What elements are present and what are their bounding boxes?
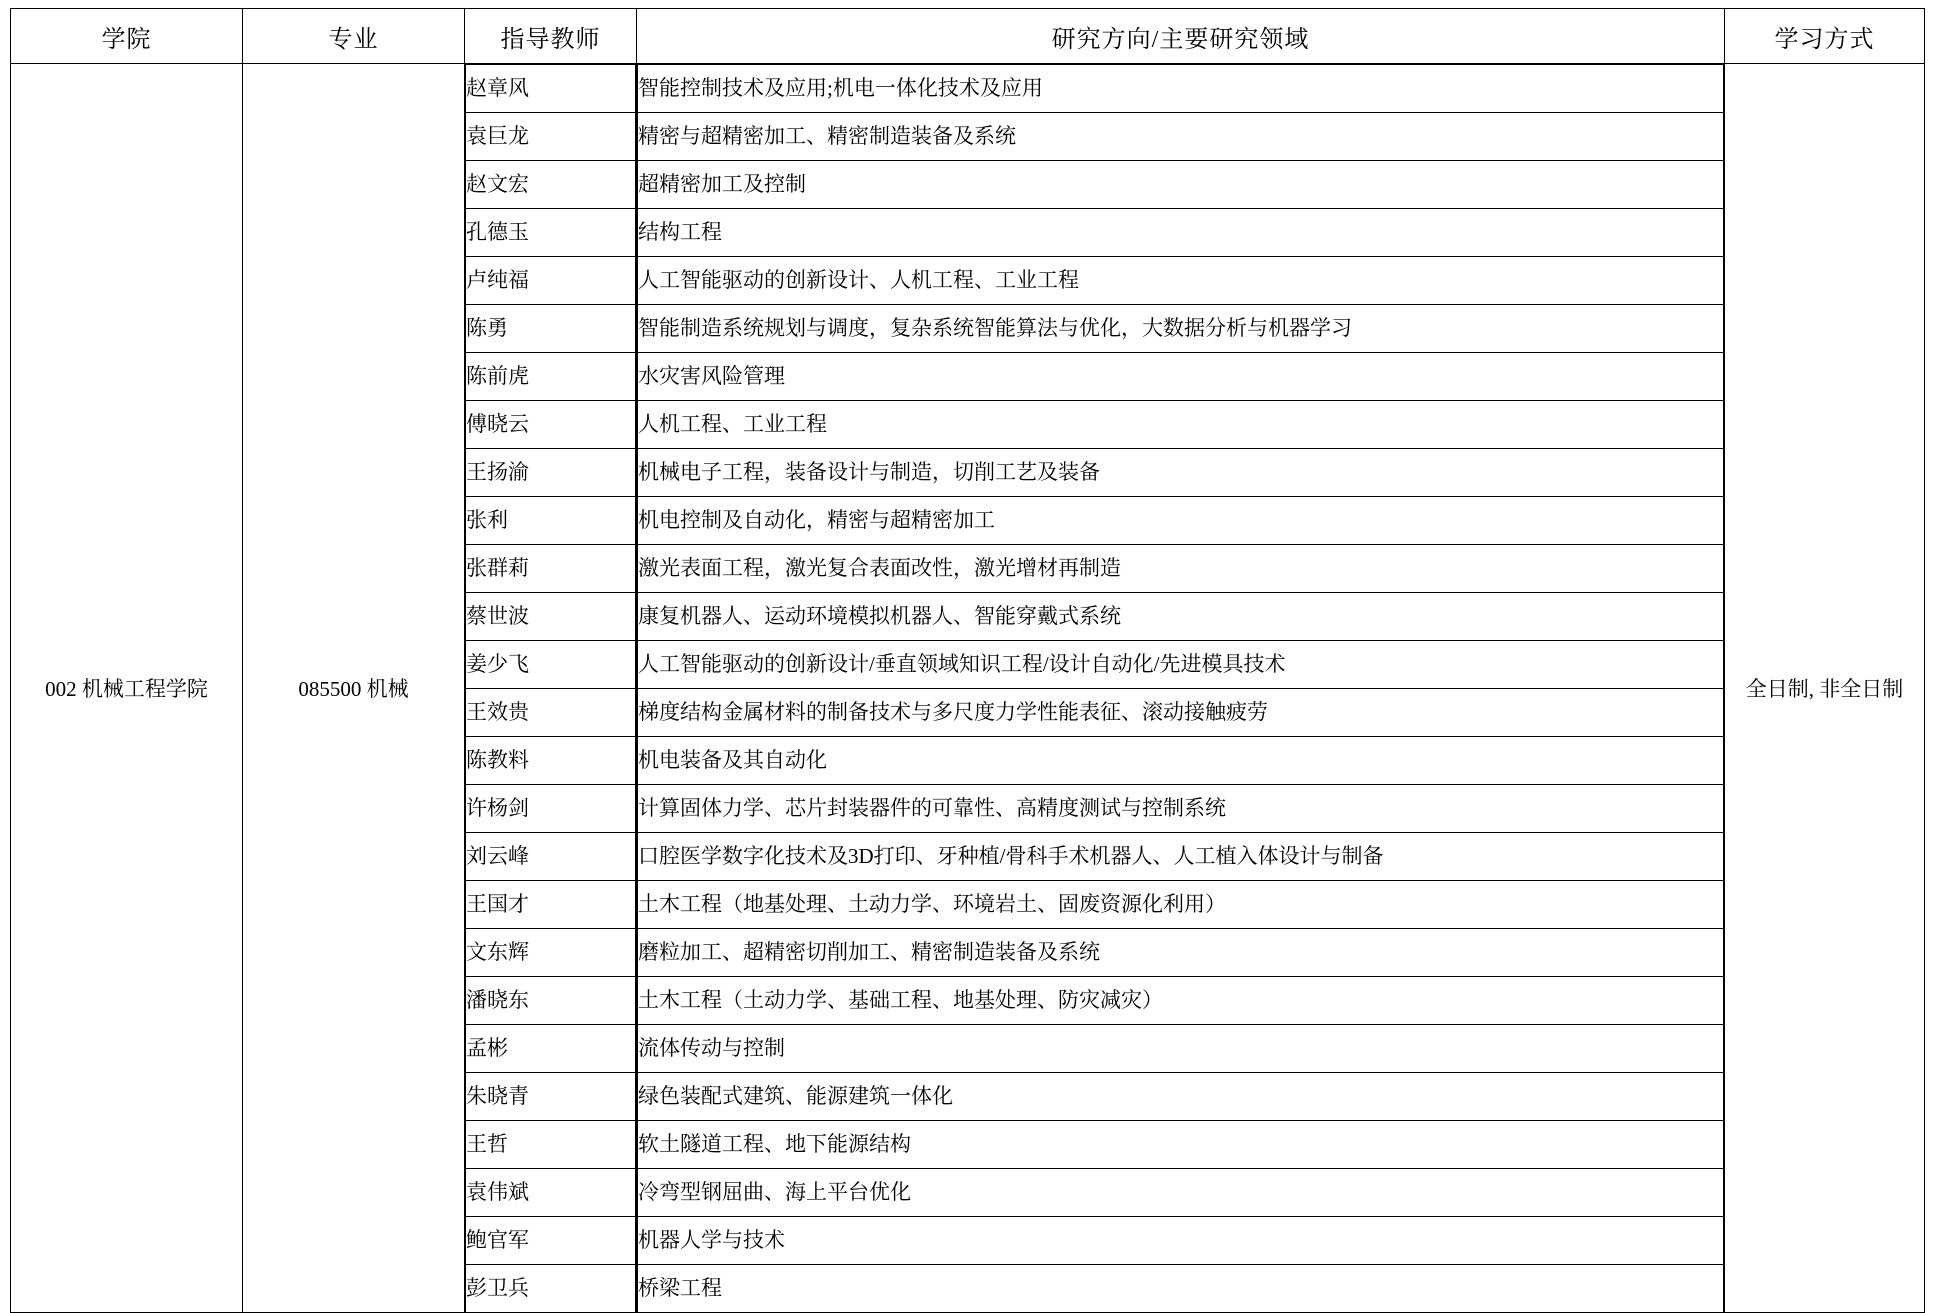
- teacher-name: 袁伟斌: [466, 1169, 636, 1217]
- teacher-row: [466, 257, 636, 305]
- cell-teacher-list: [465, 64, 637, 1313]
- teacher-row: [466, 641, 636, 689]
- teacher-row: [466, 1217, 636, 1265]
- cell-study-mode: 全日制, 非全日制: [1725, 64, 1925, 1313]
- research-field-row: [638, 209, 1724, 257]
- advisor-research-table: [10, 8, 1925, 1313]
- header-study-mode: 学习方式: [1725, 9, 1925, 64]
- teacher-name: 潘晓东: [466, 977, 636, 1025]
- teacher-row: [466, 401, 636, 449]
- research-field-text: 人工智能驱动的创新设计、人机工程、工业工程: [638, 257, 1724, 305]
- teacher-row: [466, 689, 636, 737]
- research-field-text: 土木工程（地基处理、土动力学、环境岩土、固废资源化利用）: [638, 881, 1724, 929]
- teacher-name: 文东辉: [466, 929, 636, 977]
- teacher-row: [466, 305, 636, 353]
- research-field-text: 机器人学与技术: [638, 1217, 1724, 1265]
- teacher-name: 孟彬: [466, 1025, 636, 1073]
- research-field-row: [638, 1121, 1724, 1169]
- research-field-row: [638, 65, 1724, 113]
- teacher-name: 赵章风: [466, 65, 636, 113]
- teacher-name: 赵文宏: [466, 161, 636, 209]
- teacher-row: [466, 545, 636, 593]
- teacher-name: 姜少飞: [466, 641, 636, 689]
- teacher-name: 王扬渝: [466, 449, 636, 497]
- research-field-text: 计算固体力学、芯片封装器件的可靠性、高精度测试与控制系统: [638, 785, 1724, 833]
- cell-field-list: [637, 64, 1725, 1313]
- teacher-row: [466, 929, 636, 977]
- teacher-name: 彭卫兵: [466, 1265, 636, 1313]
- research-field-text: 流体传动与控制: [638, 1025, 1724, 1073]
- research-field-row: [638, 353, 1724, 401]
- teacher-name: 陈前虎: [466, 353, 636, 401]
- research-field-text: 人工智能驱动的创新设计/垂直领域知识工程/设计自动化/先进模具技术: [638, 641, 1724, 689]
- header-row: [11, 9, 1925, 64]
- research-field-row: [638, 1169, 1724, 1217]
- research-field-row: [638, 929, 1724, 977]
- teacher-name: 朱晓青: [466, 1073, 636, 1121]
- table-row: [11, 64, 1925, 1313]
- teacher-list: [465, 64, 636, 1312]
- research-field-text: 磨粒加工、超精密切削加工、精密制造装备及系统: [638, 929, 1724, 977]
- teacher-row: [466, 113, 636, 161]
- teacher-row: [466, 1025, 636, 1073]
- teacher-row: [466, 209, 636, 257]
- teacher-row: [466, 497, 636, 545]
- header-college: 学院: [11, 9, 243, 64]
- teacher-row: [466, 977, 636, 1025]
- research-field-row: [638, 161, 1724, 209]
- research-field-row: [638, 257, 1724, 305]
- research-field-row: [638, 1025, 1724, 1073]
- research-field-row: [638, 1265, 1724, 1313]
- research-field-text: 土木工程（土动力学、基础工程、地基处理、防灾减灾）: [638, 977, 1724, 1025]
- research-field-row: [638, 401, 1724, 449]
- research-field-row: [638, 305, 1724, 353]
- research-field-text: 桥梁工程: [638, 1265, 1724, 1313]
- table-header: [11, 9, 1925, 64]
- teacher-row: [466, 1121, 636, 1169]
- research-field-row: [638, 785, 1724, 833]
- research-field-row: [638, 641, 1724, 689]
- research-field-row: [638, 113, 1724, 161]
- teacher-row: [466, 833, 636, 881]
- teacher-row: [466, 1073, 636, 1121]
- research-field-text: 软土隧道工程、地下能源结构: [638, 1121, 1724, 1169]
- teacher-name: 王效贵: [466, 689, 636, 737]
- research-field-text: 精密与超精密加工、精密制造装备及系统: [638, 113, 1724, 161]
- teacher-row: [466, 65, 636, 113]
- research-field-row: [638, 977, 1724, 1025]
- table-body: [11, 64, 1925, 1313]
- header-major: 专业: [243, 9, 465, 64]
- teacher-row: [466, 737, 636, 785]
- teacher-row: [466, 449, 636, 497]
- research-field-text: 机电装备及其自动化: [638, 737, 1724, 785]
- teacher-row: [466, 593, 636, 641]
- research-field-row: [638, 1217, 1724, 1265]
- cell-college: 002 机械工程学院: [11, 64, 243, 1313]
- teacher-row: [466, 785, 636, 833]
- teacher-name: 刘云峰: [466, 833, 636, 881]
- research-field-text: 口腔医学数字化技术及3D打印、牙种植/骨科手术机器人、人工植入体设计与制备: [638, 833, 1724, 881]
- research-field-text: 超精密加工及控制: [638, 161, 1724, 209]
- research-field-text: 激光表面工程，激光复合表面改性，激光增材再制造: [638, 545, 1724, 593]
- teacher-name: 陈教料: [466, 737, 636, 785]
- teacher-name: 鲍官军: [466, 1217, 636, 1265]
- teacher-name: 许杨剑: [466, 785, 636, 833]
- teacher-row: [466, 1169, 636, 1217]
- header-teacher: 指导教师: [465, 9, 637, 64]
- research-field-row: [638, 545, 1724, 593]
- research-field-text: 梯度结构金属材料的制备技术与多尺度力学性能表征、滚动接触疲劳: [638, 689, 1724, 737]
- research-field-row: [638, 497, 1724, 545]
- research-field-text: 人机工程、工业工程: [638, 401, 1724, 449]
- research-field-text: 康复机器人、运动环境模拟机器人、智能穿戴式系统: [638, 593, 1724, 641]
- teacher-row: [466, 1265, 636, 1313]
- research-field-row: [638, 737, 1724, 785]
- teacher-row: [466, 161, 636, 209]
- research-field-text: 冷弯型钢屈曲、海上平台优化: [638, 1169, 1724, 1217]
- research-field-row: [638, 449, 1724, 497]
- teacher-name: 傅晓云: [466, 401, 636, 449]
- research-field-list: [637, 64, 1724, 1312]
- teacher-name: 袁巨龙: [466, 113, 636, 161]
- research-field-text: 机械电子工程，装备设计与制造，切削工艺及装备: [638, 449, 1724, 497]
- header-research-field: 研究方向/主要研究领域: [637, 9, 1725, 64]
- research-field-text: 智能控制技术及应用;机电一体化技术及应用: [638, 65, 1724, 113]
- teacher-row: [466, 881, 636, 929]
- teacher-name: 孔德玉: [466, 209, 636, 257]
- research-field-text: 绿色装配式建筑、能源建筑一体化: [638, 1073, 1724, 1121]
- research-field-row: [638, 593, 1724, 641]
- teacher-row: [466, 353, 636, 401]
- research-field-text: 水灾害风险管理: [638, 353, 1724, 401]
- teacher-name: 张群莉: [466, 545, 636, 593]
- teacher-name: 王哲: [466, 1121, 636, 1169]
- research-field-row: [638, 833, 1724, 881]
- teacher-name: 陈勇: [466, 305, 636, 353]
- teacher-name: 王国才: [466, 881, 636, 929]
- research-field-text: 结构工程: [638, 209, 1724, 257]
- research-field-row: [638, 881, 1724, 929]
- teacher-name: 蔡世波: [466, 593, 636, 641]
- research-field-row: [638, 689, 1724, 737]
- teacher-name: 卢纯福: [466, 257, 636, 305]
- research-field-text: 机电控制及自动化，精密与超精密加工: [638, 497, 1724, 545]
- research-field-text: 智能制造系统规划与调度，复杂系统智能算法与优化，大数据分析与机器学习: [638, 305, 1724, 353]
- cell-major: 085500 机械: [243, 64, 465, 1313]
- teacher-name: 张利: [466, 497, 636, 545]
- research-field-row: [638, 1073, 1724, 1121]
